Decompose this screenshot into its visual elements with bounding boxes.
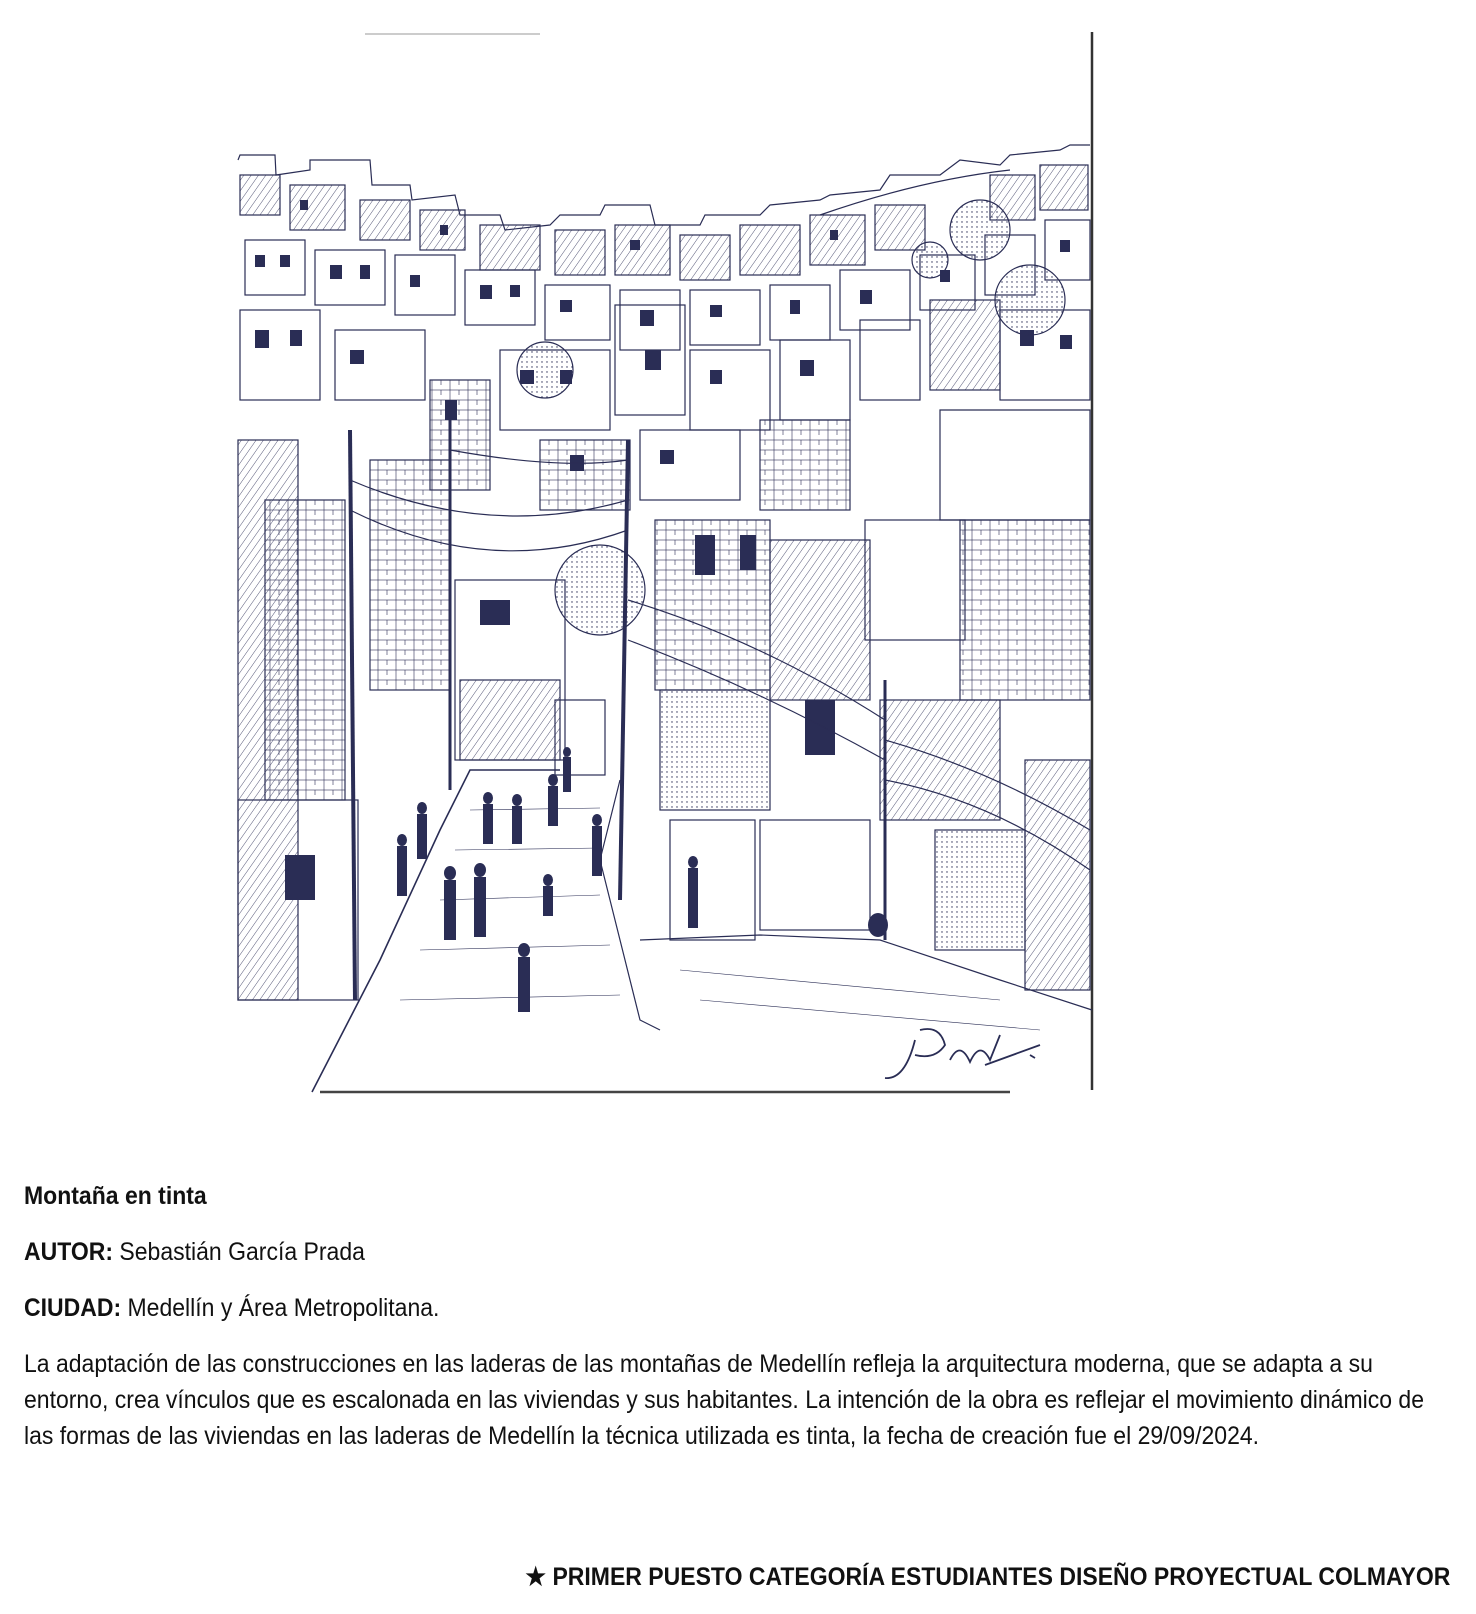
- city-line: [24, 1290, 1330, 1326]
- artwork-caption: [24, 1178, 1424, 1474]
- author-label: AUTOR:: [24, 1238, 114, 1266]
- award-text: PRIMER PUESTO CATEGORÍA ESTUDIANTES DISEÑO PROYECTUAL COLMAYOR: [552, 1563, 1450, 1591]
- author-value: Sebastián García Prada: [119, 1238, 365, 1266]
- city-value: Medellín y Área Metropolitana.: [127, 1294, 440, 1322]
- artist-signature: [885, 1029, 1040, 1078]
- award-badge: [525, 1562, 1450, 1592]
- artwork-description: La adaptación de las construcciones en las laderas de las montañas de Medellín refleja la arquitectura moderna, que se adapta a su entorno, crea vínculos que es escalonada en las viviendas y sus habitantes. La intención de la obra es reflejar el movimiento dinámico de las formas de las viviendas en las laderas de Medellín la técnica utilizada es tinta, la fecha de creación fue el 29/09/2024.: [24, 1350, 1424, 1450]
- city-label: CIUDAD:: [24, 1294, 122, 1322]
- author-line: [24, 1234, 1330, 1270]
- artwork-title: Montaña en tinta: [24, 1182, 207, 1210]
- star-icon: ★: [525, 1563, 546, 1591]
